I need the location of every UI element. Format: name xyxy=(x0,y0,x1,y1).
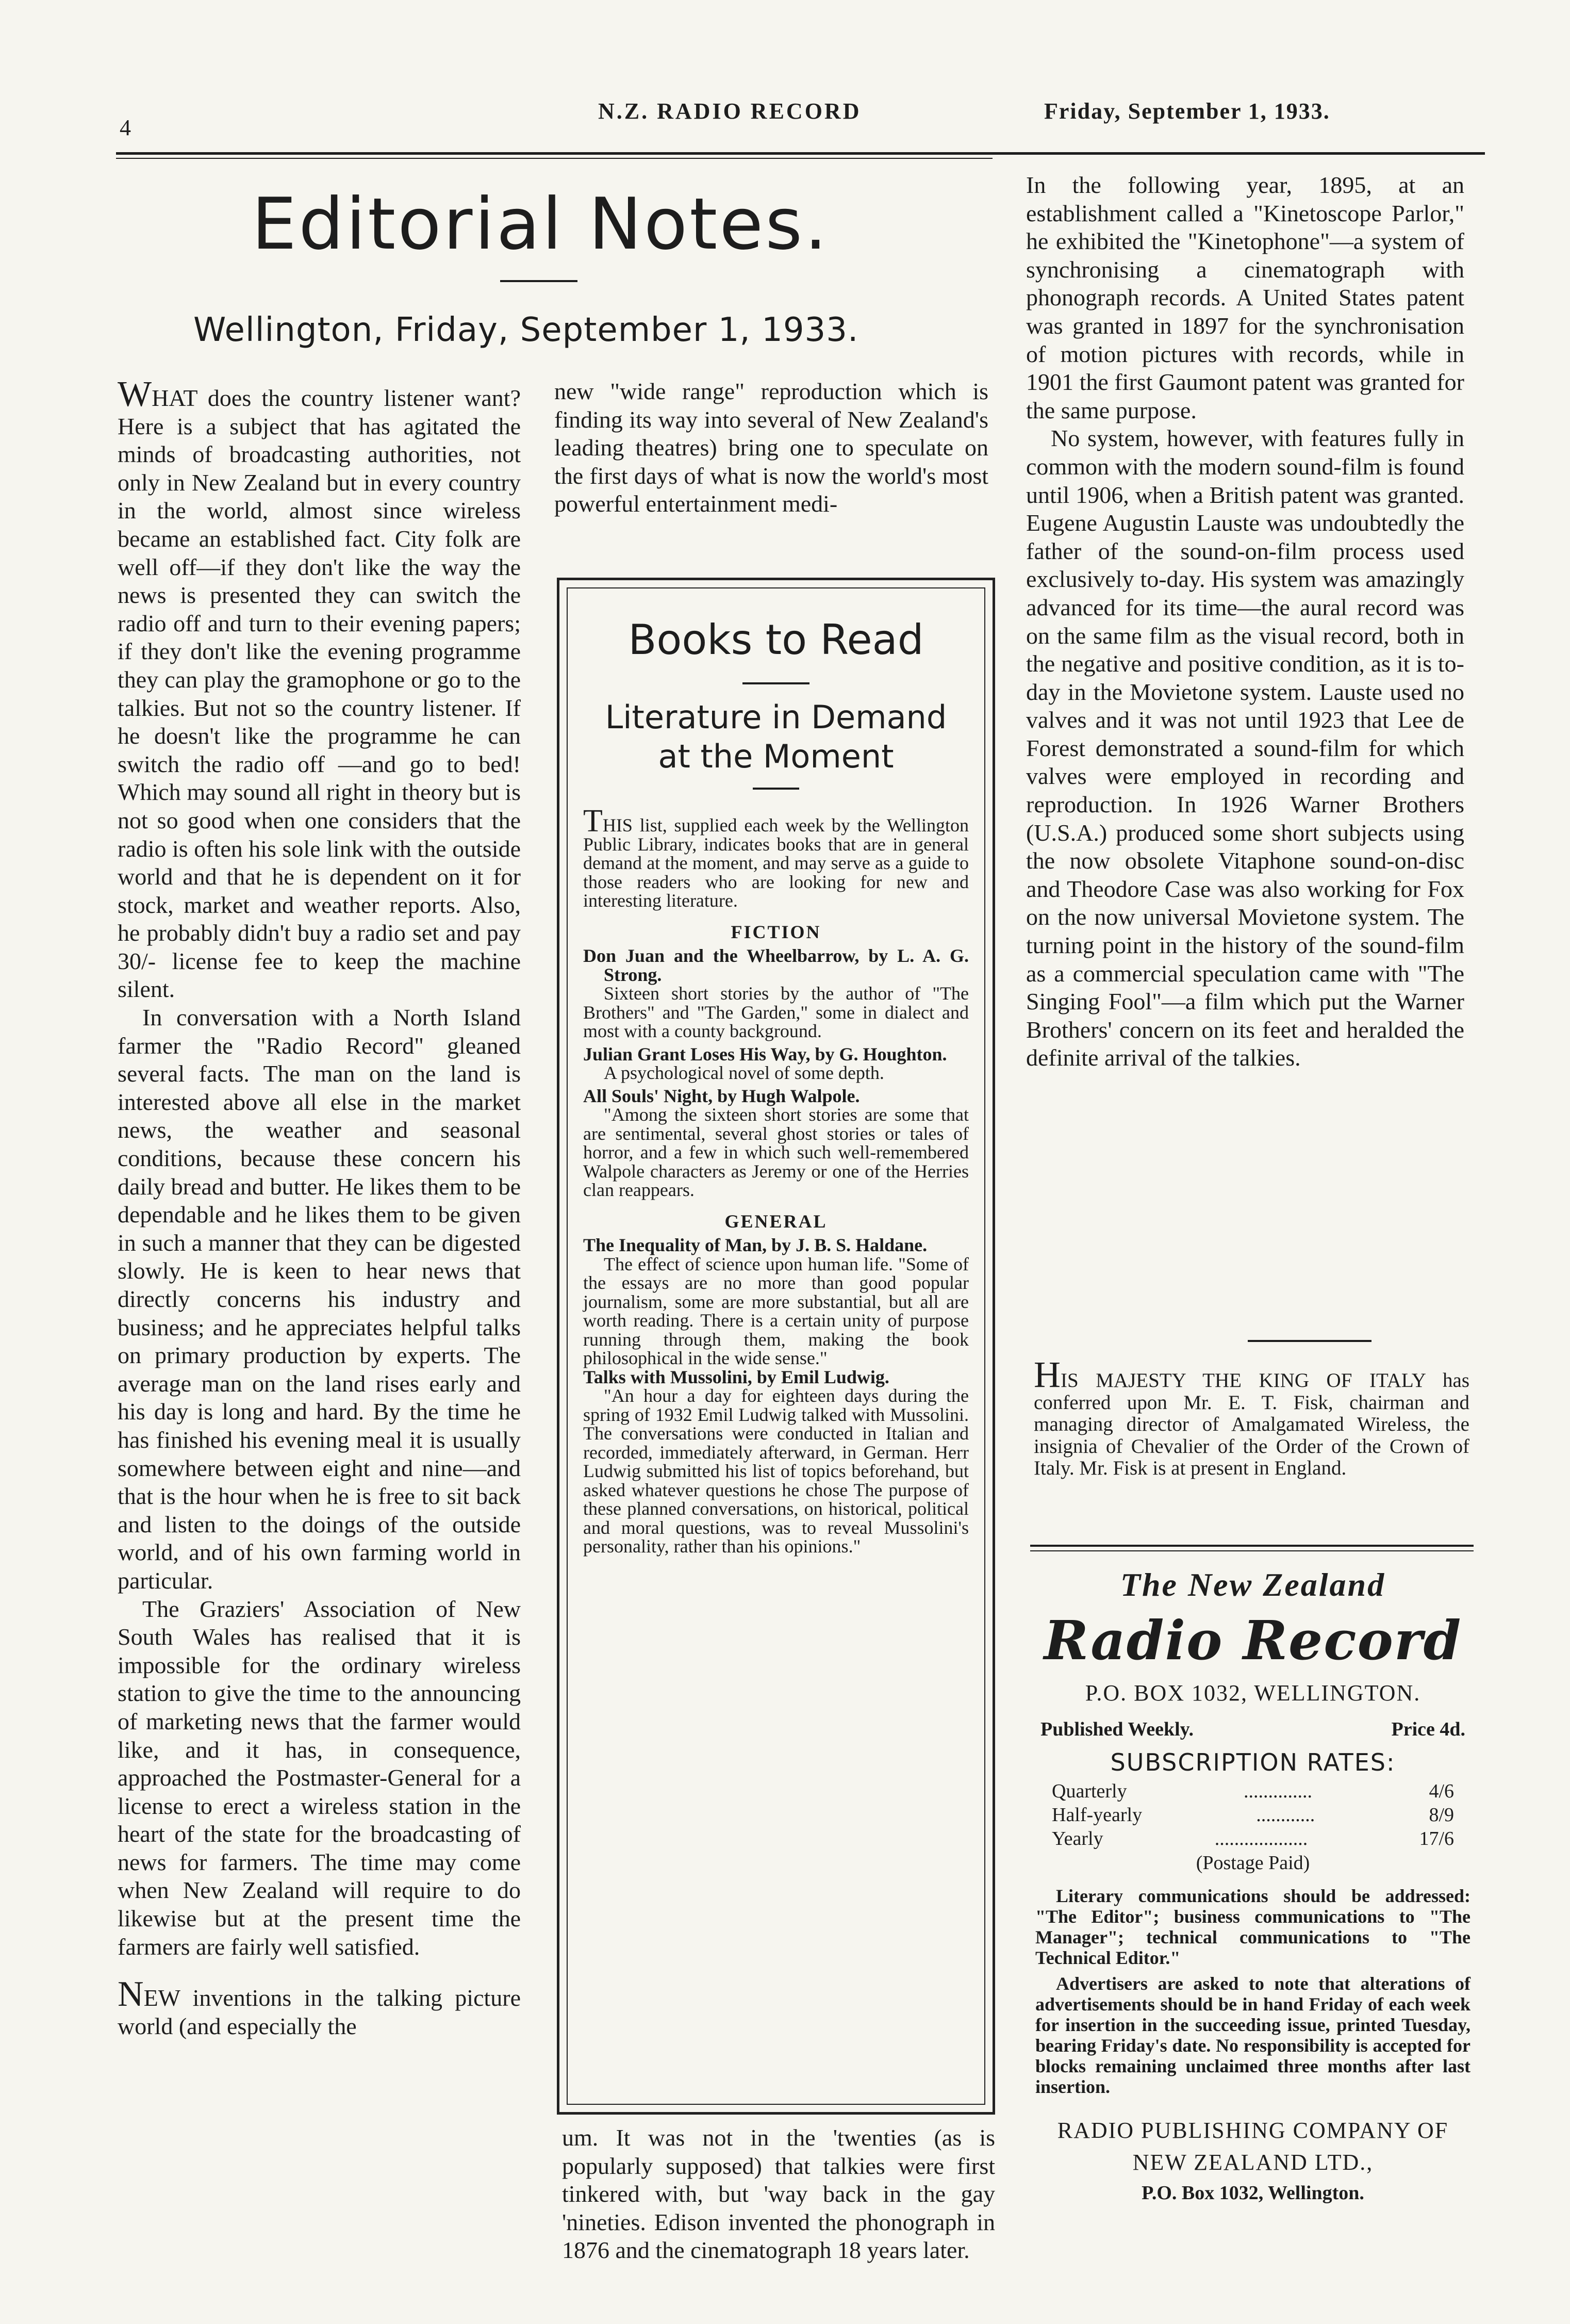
editorial-column-2-top xyxy=(554,378,988,518)
published-line xyxy=(1031,1717,1475,1741)
paragraph: um. It was not in the 'twenties (as is popularly supposed) that talkies were first tinkered with, but 'way back in the gay 'nineties. Edison invented the phonograph in 1876 and the cinematograph 18 years later. xyxy=(562,2124,995,2264)
book-title: The Inequality of Man, by J. B. S. Haldane. xyxy=(583,1235,928,1255)
masthead xyxy=(1031,1563,1475,2207)
subscription-title: SUBSCRIPTION RATES: xyxy=(1110,1748,1396,1776)
books-list xyxy=(583,804,969,1557)
book-title: All Souls' Night, by Hugh Walpole. xyxy=(583,1085,860,1106)
book-title: Don Juan and the Wheelbarrow, by L. A. G. Strong. xyxy=(583,945,969,985)
paragraph: WHAT does the country listener want? Here is a subject that has agitated the minds of broadcasting authorities, not only in New Zealand but in every country in the world, almost since wireless became an established fact. City folk are well off—if they don't like the way the news is presented they can switch the radio off and turn to their evening papers; if they don't like the evening programme they can play the gramophone or go to the talkies. But not so the country listener. If he doesn't like the programme he can switch the radio off —and go to bed! Which may sound all right in theory but is not so good when one considers that the radio is often his sole link with the outside world and that he is dependent on it for stock, market and weather reports. Also, he probably didn't buy a radio set and pay 30/- license fee to keep the machine silent. xyxy=(118,374,521,1003)
masthead-rule-thin xyxy=(1030,1550,1474,1551)
paragraph: In conversation with a North Island farmer the "Radio Record" gleaned several facts. The man on the land is interested above all else in the market news, the weather and seasonal conditions, because these concern his daily bread and butter. He likes them to be dependable and he likes them to be given in such a manner that they can be digested slowly. He is keen to hear news that directly concerns his industry and business; and he appreciates helpful talks on primary production by experts. The average man on the land rises early and his day is long and hard. By the time he has finished his evening meal it is usually somewhere between eight and nine—and that is the hour when he is free to sit back and listen to the doings of the outside world, and of his own farming world in particular. xyxy=(118,1004,521,1594)
issue-date: Friday, September 1, 1933. xyxy=(1044,99,1330,124)
paragraph: No system, however, with features fully in common with the modern sound-film is found until 1906, when a British patent was granted. Eugene Augustin Lauste was undoubtedly the father of the sound-on-film process used exclusively to-day. His system was amazingly advanced for its time—the aural record was on the same film as the visual record, both in the negative and positive condition, as it is to-day in the Movietone system. Lauste used no valves and it was not until 1923 that Lee de Forest demonstrated a sound-film for which valves were employed in recording and reproduction. In 1926 Warner Brothers (U.S.A.) produced some short subjects using the now obsolete Vitaphone sound-on-disc and Theodore Case was also working for Fox on the now universal Movietone system. The turning point in the history of the sound-film as a commercial speculation came with "The Singing Fool"—a film which put the Warner Brothers' concern on its feet and heralded the definite arrival of the talkies. xyxy=(1026,425,1464,1071)
king-notice xyxy=(1034,1354,1469,1480)
price: Price 4d. xyxy=(1391,1719,1465,1740)
company-name: RADIO PUBLISHING COMPANY OF NEW ZEALAND LTD., xyxy=(1057,2118,1449,2175)
fiction-heading: FICTION xyxy=(731,921,821,942)
rate-row: Half-yearly ............ 8/9 xyxy=(1052,1804,1454,1826)
header-rule xyxy=(116,152,1485,155)
masthead-the-new-zealand: The New Zealand xyxy=(1120,1566,1386,1603)
book-description: "An hour a day for eighteen days during the spring of 1932 Emil Ludwig talked with Mussolini. The conversations were conducted in Italian and recorded, immediately afterward, in German. Herr Ludwig submitted his list of topics beforehand, but asked whatever questions he chose The purpose of these planned conversations, on historical, political and moral questions, was to reveal Mussolini's personality, rather than his opinions." xyxy=(583,1385,969,1557)
paragraph: new "wide range" reproduction which is finding its way into several of New Zealand's leading theatres) bring one to speculate on the first days of what is now the world's most powerful entertainment medi- xyxy=(554,378,988,517)
editorial-title: Editorial Notes. xyxy=(252,183,829,266)
published-weekly: Published Weekly. xyxy=(1040,1719,1194,1740)
books-to-read-box xyxy=(557,578,995,2115)
book-title: Julian Grant Loses His Way, by G. Houghton. xyxy=(583,1043,947,1065)
drop-cap: N xyxy=(118,1974,144,2015)
book-description: "Among the sixteen short stories are some that are sentimental, several ghost stories or tales of horror, and a few in which such well-remembered Walpole characters as Jeremy or one of the Herries clan reappears. xyxy=(583,1104,969,1200)
editorial-column-1 xyxy=(118,374,521,2040)
book-description: Sixteen short stories by the author of "The Brothers" and "The Garden," some in dialect and most with a county background. xyxy=(583,983,969,1041)
section-divider xyxy=(1248,1340,1371,1342)
paragraph: The Graziers' Association of New South Wales has realised that it is impossible for the ordinary wireless station to give the time to the announcing of marketing news that the farmer would like, and it has, in consequence, approached the Postmaster-General for a license to erect a wireless station in the heart of the state for the broadcasting of news for farmers. The time may come when New Zealand will require to do likewise but at the present time the farmers are fairly well satisfied. xyxy=(118,1595,521,1960)
book-title: Talks with Mussolini, by Emil Ludwig. xyxy=(583,1366,889,1387)
rate-row: Quarterly .............. 4/6 xyxy=(1052,1780,1454,1802)
books-title: Books to Read xyxy=(628,616,924,664)
books-subtitle-divider xyxy=(753,788,799,790)
editorial-dateline: Wellington, Friday, September 1, 1933. xyxy=(193,311,859,349)
books-box-inner xyxy=(567,587,985,2105)
drop-cap: T xyxy=(583,804,603,839)
books-intro: THIS list, supplied each week by the Wellington Public Library, indicates books that are in general demand at the moment, and may serve as a guide to those readers who are looking for new and interesting literature. xyxy=(583,804,969,911)
header-rule-thin xyxy=(116,158,993,159)
drop-cap: W xyxy=(118,374,152,414)
masthead-logo: Radio Record xyxy=(1044,1609,1462,1672)
publication-name: N.Z. RADIO RECORD xyxy=(598,99,862,124)
postage-paid: (Postage Paid) xyxy=(1196,1852,1310,1874)
books-title-divider xyxy=(742,682,809,684)
paragraph: Literary communications should be addressed: "The Editor"; business communications to "The Manager"; technical communications to "The Technical Editor." xyxy=(1035,1886,1470,1968)
rate-row: Yearly ................... 17/6 xyxy=(1052,1828,1454,1850)
paragraph: HIS MAJESTY THE KING OF ITALY has conferred upon Mr. E. T. Fisk, chairman and managing director of Amalgamated Wireless, the insignia of Chevalier of the Order of the Crown of Italy. Mr. Fisk is at present in England. xyxy=(1034,1354,1469,1479)
company-po-box: P.O. Box 1032, Wellington. xyxy=(1142,2182,1364,2204)
general-heading: GENERAL xyxy=(724,1210,828,1232)
book-description: The effect of science upon human life. "Some of the essays are no more than good popular journalism, some are more substantial, but all are worth reading. There is a certain unity of purpose running through them, making the book philosophical in the wide sense." xyxy=(583,1253,969,1368)
paragraph: NEW inventions in the talking picture world (and especially the xyxy=(118,1974,521,2039)
editorial-column-3 xyxy=(1026,171,1464,1072)
title-divider xyxy=(500,280,577,282)
masthead-notes xyxy=(1031,1886,1475,2097)
masthead-rule xyxy=(1030,1545,1474,1547)
books-subtitle: Literature in Demand at the Moment xyxy=(605,698,947,775)
paragraph: In the following year, 1895, at an establishment called a "Kinetoscope Parlor," he exhibited the "Kinetophone"—a system of synchronising a cinematograph with phonograph records. A United States patent was granted in 1897 for the synchronisation of motion pictures with records, while in 1901 the first Gaumont patent was granted for the same purpose. xyxy=(1026,172,1464,423)
masthead-address: P.O. BOX 1032, WELLINGTON. xyxy=(1085,1680,1421,1706)
editorial-column-2-bottom xyxy=(562,2124,995,2265)
paragraph: Advertisers are asked to note that alterations of advertisements should be in hand Friday of each week for insertion in the succeeding issue, printed Tuesday, bearing Friday's date. No responsibility is accepted for blocks remaining unclaimed three months after last insertion. xyxy=(1035,1973,1470,2097)
book-description: A psychological novel of some depth. xyxy=(604,1062,884,1083)
page-number: 4 xyxy=(120,115,131,140)
drop-cap: H xyxy=(1034,1354,1061,1395)
